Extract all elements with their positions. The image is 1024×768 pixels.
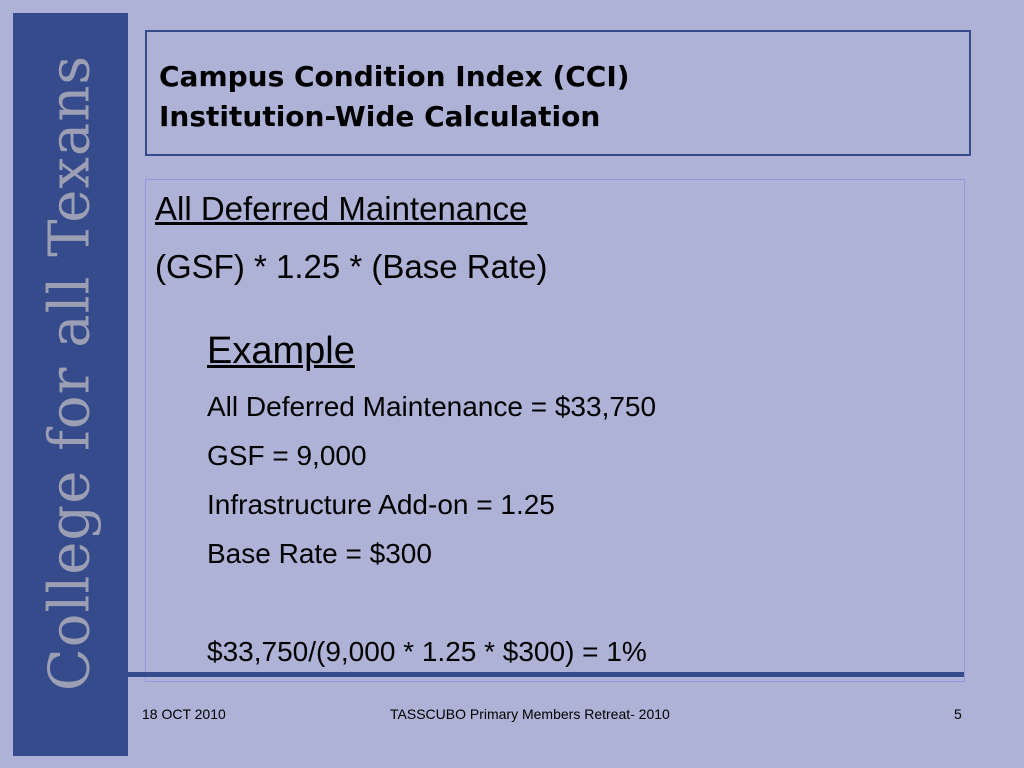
footer-divider: [128, 672, 964, 677]
example-heading: Example: [207, 330, 355, 372]
example-line-infrastructure-addon: Infrastructure Add-on = 1.25: [207, 489, 555, 520]
example-line-deferred-maintenance: All Deferred Maintenance = $33,750: [207, 391, 657, 422]
example-line-base-rate: Base Rate = $300: [207, 538, 432, 569]
side-banner-text: College for all Texans: [37, 54, 103, 692]
calculation-result: $33,750/(9,000 * 1.25 * $300) = 1%: [207, 636, 647, 667]
slide-title-line-2: Institution-Wide Calculation: [159, 100, 601, 133]
slide-number: 5: [954, 706, 962, 722]
footer-event: TASSCUBO Primary Members Retreat- 2010: [390, 706, 670, 722]
example-line-gsf: GSF = 9,000: [207, 440, 367, 471]
slide-title-line-1: Campus Condition Index (CCI): [159, 60, 630, 93]
footer-date: 18 OCT 2010: [142, 706, 226, 722]
title-box: [145, 30, 971, 156]
formula-title: All Deferred Maintenance: [155, 190, 528, 227]
formula: (GSF) * 1.25 * (Base Rate): [155, 248, 548, 285]
